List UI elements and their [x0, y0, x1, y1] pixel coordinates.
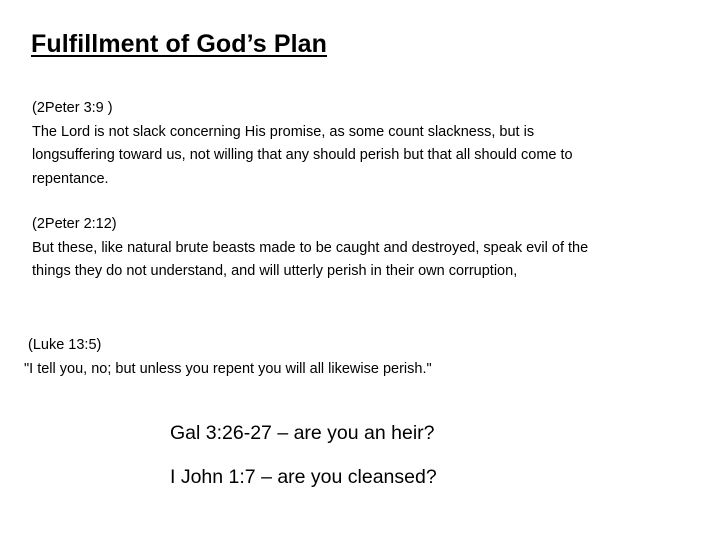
verse-reference: (2Peter 3:9 ) — [32, 100, 113, 116]
verse-block-luke-13-5 — [24, 334, 644, 381]
verse-text: The Lord is not slack concerning His promise, as some count slackness, but is longsuffering toward us, not willing that any should perish but that all should come to repentance. — [32, 123, 573, 187]
slide-title: Fulfillment of God’s Plan — [31, 30, 328, 58]
verse-block-2peter-3-9 — [32, 97, 612, 191]
verse-text: But these, like natural brute beasts made to be caught and destroyed, speak evil of the things they do not understand, and will utterly perish in their own corruption, — [32, 239, 589, 279]
verse-block-2peter-2-12 — [32, 213, 612, 284]
question-cleansed: I John 1:7 – are you cleansed? — [170, 466, 437, 488]
question-heir: Gal 3:26-27 – are you an heir? — [170, 422, 435, 444]
verse-reference: (2Peter 2:12) — [32, 216, 117, 232]
verse-reference: (Luke 13:5) — [28, 337, 102, 353]
verse-text: "I tell you, no; but unless you repent you will all likewise perish." — [24, 360, 432, 377]
